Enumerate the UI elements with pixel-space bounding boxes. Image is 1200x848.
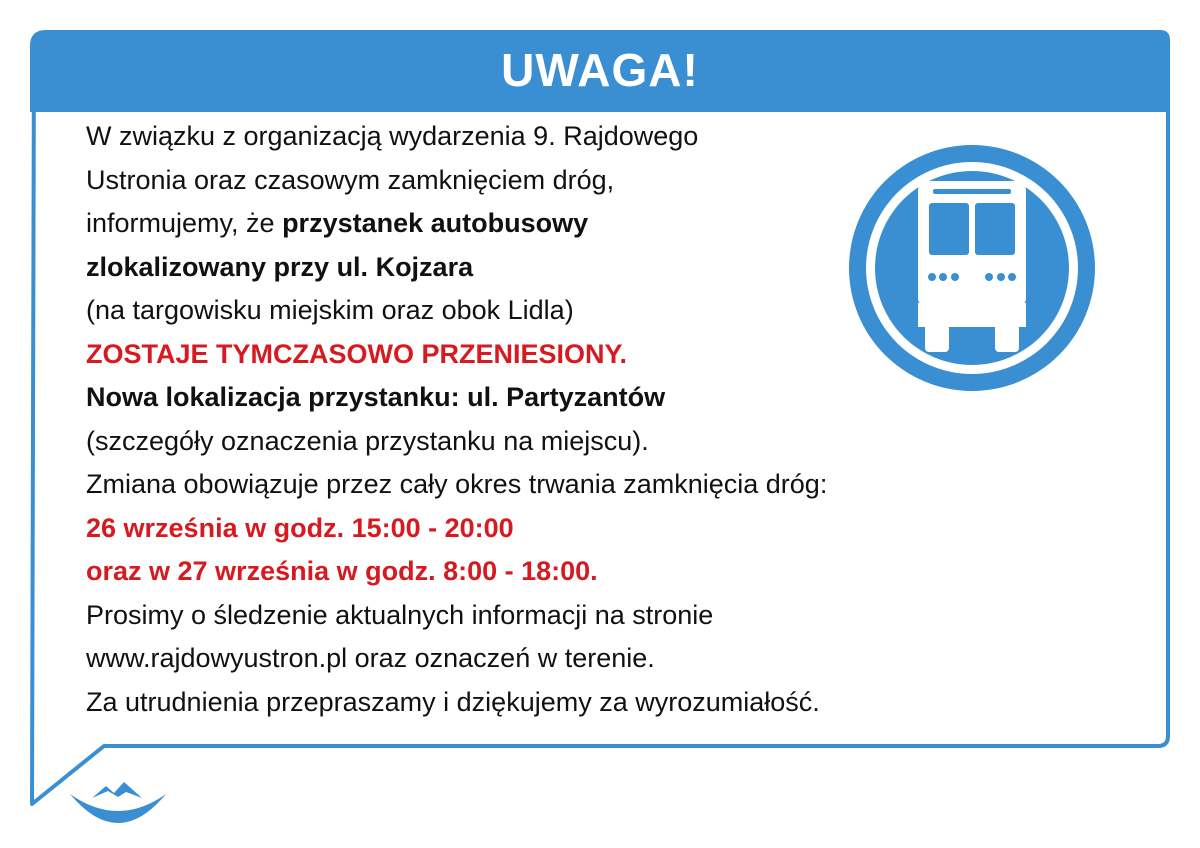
relocation-warning: ZOSTAJE TYMCZASOWO PRZENIESIONY.: [86, 338, 628, 369]
notice-bold-text: przystanek autobusowy: [282, 208, 589, 238]
notice-bold-line: zlokalizowany przy ul. Kojzara: [86, 251, 474, 282]
closure-date-1: 26 września w godz. 15:00 - 20:00: [86, 512, 514, 543]
notice-line: Ustronia oraz czasowym zamknięciem dróg,: [86, 164, 615, 195]
website-line: www.rajdowyustron.pl oraz oznaczeń w terenie.: [86, 643, 655, 673]
header-title: UWAGA!: [501, 44, 699, 96]
notice-line: (na targowisku miejskim oraz obok Lidla): [86, 295, 574, 325]
closure-date-2: oraz w 27 września w godz. 8:00 - 18:00.: [86, 556, 598, 586]
notice-line: W związku z organizacją wydarzenia 9. Rajdowego: [86, 121, 699, 151]
notice-line: Prosimy o śledzenie aktualnych informacji na stronie: [86, 599, 714, 630]
mountain-smile-logo: [62, 778, 174, 838]
new-location: Nowa lokalizacja przystanku: ul. Partyzantów: [86, 382, 666, 412]
notice-line: Zmiana obowiązuje przez cały okres trwania zamknięcia dróg:: [86, 469, 828, 499]
notice-line: Za utrudnienia przepraszamy i dziękujemy za wyrozumiałość.: [86, 686, 820, 717]
notice-text: informujemy, że: [86, 208, 283, 238]
notice-line: (szczegóły oznaczenia przystanku na miejscu).: [86, 425, 649, 456]
bus-stop-icon: [849, 145, 1095, 391]
